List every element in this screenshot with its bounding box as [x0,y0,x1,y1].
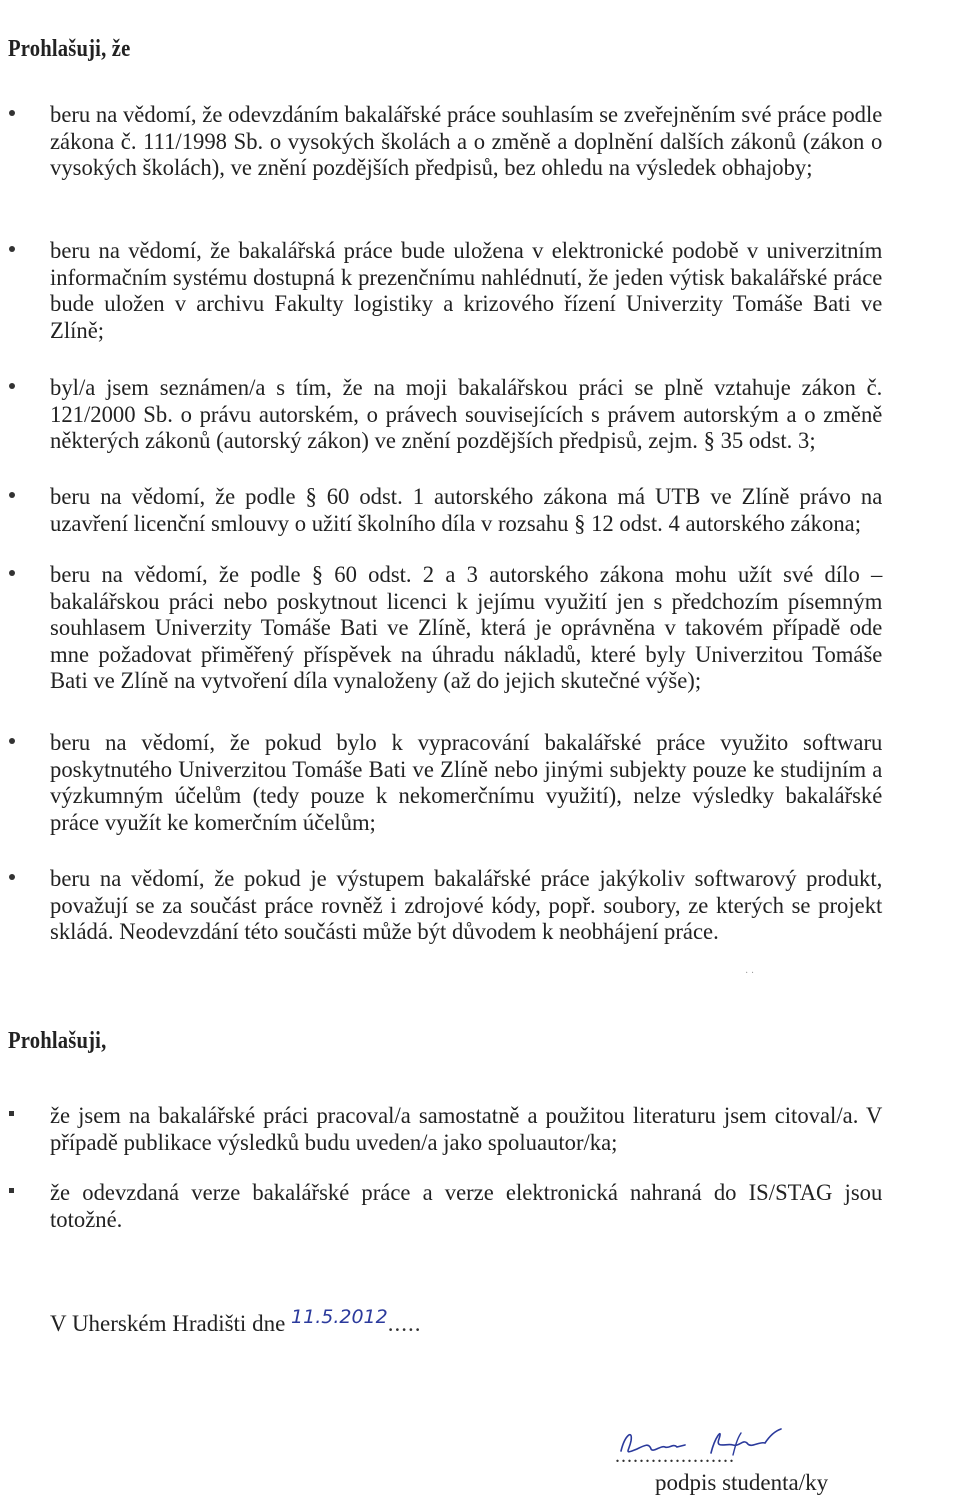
scan-speck: · · [745,968,755,979]
bullet-dot-icon [9,492,15,498]
signature-area [615,1425,855,1465]
list-item-text: beru na vědomí, že pokud bylo k vypracování bakalářské práce využito softwaru poskytnutého Univerzitou Tomáše Bati ve Zlíně nebo jinými subjekty pouze ke studijním a výzkumným účelům (tedy pouze k nekomerčnímu využití), nelze výsledky bakalářské práce využít ke komerčním účelům; [50,730,883,835]
handwritten-date: 11.5.2012 [291,1306,388,1328]
list-item-text: že odevzdaná verze bakalářské práce a verze elektronická nahraná do IS/STAG jsou totožné. [50,1180,883,1232]
place-date-line [50,1306,422,1337]
bullet-square-icon [9,1188,14,1193]
bullet-dot-icon [9,383,15,389]
list-item-text: beru na vědomí, že podle § 60 odst. 2 a 3 autorského zákona mohu užít své dílo – bakalářskou práci nebo poskytnout licenci k jejímu využití jen s předchozím písemným souhlasem Univerzity Tomáše Bati ve Zlíně, která je oprávněna v takovém případě ode mne požadovat přiměřený příspěvek na úhradu nákladů, které byly Univerzitou Tomáše Bati ve Zlíně na vytvoření díla vynaloženy (až do jejich skutečné výše); [50,562,883,693]
bullet-dot-icon [9,874,15,880]
list-item-text: beru na vědomí, že odevzdáním bakalářské práce souhlasím se zveřejněním své práce podle zákona č. 111/1998 Sb. o vysokých školách a o změně a doplnění dalších zákonů (zákon o vysokých školách), ve znění pozdějších předpisů, bez ohledu na výsledek obhajoby; [50,102,883,180]
list-item-text: že jsem na bakalářské práci pracoval/a samostatně a použitou literaturu jsem citoval/a. V případě publikace výsledků budu uveden/a jako spoluautor/ka; [50,1103,883,1155]
list-item-text: beru na vědomí, že pokud je výstupem bakalářské práce jakýkoliv softwarový produkt, považují se za součást práce rovněž i zdrojové kódy, popř. soubory, ze kterých se projekt skládá. Neodevzdání této součásti může být důvodem k neobhájení práce. [50,866,883,944]
section2-heading: Prohlašuji, [8,1028,107,1054]
date-dots: ..... [387,1311,422,1336]
signature-dots: .................... [615,1445,735,1467]
bullet-dot-icon [9,110,15,116]
bullet-dot-icon [9,738,15,744]
signature-caption: podpis studenta/ky [655,1470,829,1495]
bullet-square-icon [9,1111,14,1116]
list-item-text: byl/a jsem seznámen/a s tím, že na moji bakalářskou práci se plně vztahuje zákon č. 121/2000 Sb. o právu autorském, o právech souvisejících s právem autorským a o změně některých zákonů (autorský zákon) ve znění pozdějších předpisů, zejm. § 35 odst. 3; [50,375,883,453]
section1-heading: Prohlašuji, že [8,36,131,62]
list-item-text: beru na vědomí, že bakalářská práce bude uložena v elektronické podobě v univerzitním informačním systému dostupná k prezenčnímu nahlédnutí, že jeden výtisk bakalářské práce bude uložen v archivu Fakulty logistiky a krizového řízení Univerzity Tomáše Bati ve Zlíně; [50,238,883,343]
bullet-dot-icon [9,570,15,576]
bullet-dot-icon [9,246,15,252]
place-label: V Uherském Hradišti dne [50,1311,286,1336]
list-item-text: beru na vědomí, že podle § 60 odst. 1 autorského zákona má UTB ve Zlíně právo na uzavření licenční smlouvy o užití školního díla v rozsahu § 12 odst. 4 autorského zákona; [50,484,883,536]
